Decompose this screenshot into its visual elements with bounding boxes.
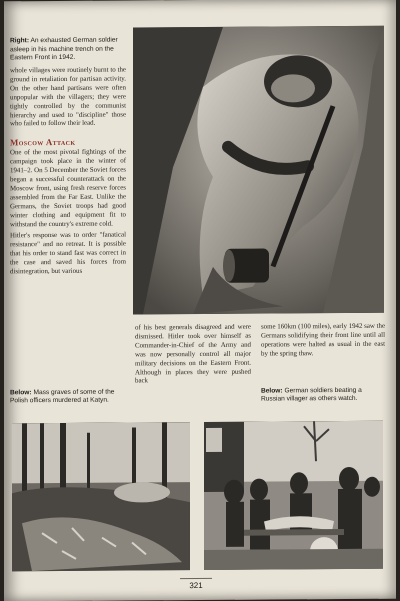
page-number: 321 bbox=[180, 578, 212, 590]
caption-lead: Below: bbox=[10, 389, 32, 397]
section-heading: Moscow Attack bbox=[10, 137, 76, 148]
caption-text: An exhausted German soldier asleep in his machine trench on the Eastern Front in 1942. bbox=[10, 36, 118, 62]
text-column-3 bbox=[261, 323, 385, 359]
top-photo-caption bbox=[10, 37, 122, 64]
caption-lead: Right: bbox=[10, 37, 30, 45]
caption-text: German soldiers beating a Russian villager as others watch. bbox=[261, 386, 362, 403]
bottom-left-caption bbox=[10, 389, 126, 407]
text-column-2 bbox=[135, 324, 251, 387]
paragraph: One of the most pivotal fightings of the campaign took place in the winter of 1941–2. On 5 December the Soviet forces began a successful counterattack on the Moscow front, using fresh reserve forces assembled from the Far East. Unlike the Germans, the Soviet troops had good winter clothing and equipment fit to withstand the country's extreme cold. bbox=[10, 148, 126, 228]
mass-graves-photo bbox=[12, 422, 190, 571]
soldier-trench-photo bbox=[133, 26, 384, 315]
paragraph: whole villages were routinely burnt to the ground in retaliation for partisan activity. On the other hand partisans were often unpopular with the villagers; they were tightly controlled by the communist hierarchy and used to "discipline" those who failed to follow their lead. bbox=[10, 66, 126, 128]
caption-lead: Below: bbox=[261, 387, 283, 395]
paragraph: of his best generals disagreed and were dismissed. Hitler took over himself as Commander-in-Chief of the Army and was now personally control all major military decisions on the Eastern Front. Although in places they were pushed back bbox=[135, 323, 251, 385]
book-page bbox=[4, 0, 396, 601]
soldiers-villager-photo bbox=[204, 421, 383, 570]
caption-text: Mass graves of some of the Polish officers murdered at Katyn. bbox=[10, 388, 115, 405]
paragraph: some 160km (100 miles), early 1942 saw the Germans solidifying their front line until all operations were halted as usual in the east by the spring thaw. bbox=[261, 322, 386, 358]
bottom-right-caption bbox=[261, 387, 385, 405]
text-column-1 bbox=[10, 67, 126, 281]
paragraph: Hitler's response was to order "fanatical resistance" and no retreat. It is possible that his order to stand fast was correct in the case and saved his forces from disintegration, but various bbox=[10, 231, 126, 276]
